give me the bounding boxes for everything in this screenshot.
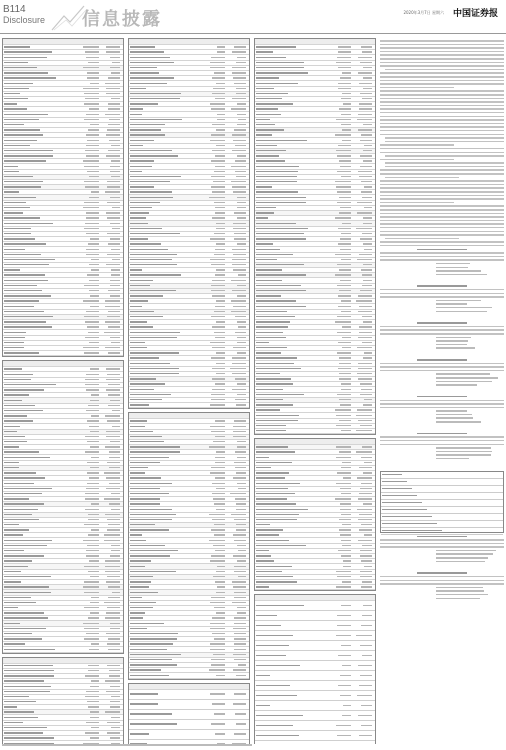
text-line xyxy=(380,94,504,96)
column-4 xyxy=(380,38,504,744)
table-row xyxy=(255,701,375,711)
text-line xyxy=(380,198,504,200)
form-row xyxy=(381,472,503,479)
footer-note xyxy=(2,744,252,746)
signature-line xyxy=(436,340,468,342)
text-line xyxy=(380,245,504,247)
signature-line xyxy=(436,557,488,559)
text-line xyxy=(380,126,504,128)
table-row xyxy=(129,730,249,740)
signature-line xyxy=(436,270,482,272)
table-row xyxy=(255,731,375,741)
column-2 xyxy=(128,38,250,744)
financial-table-3 xyxy=(2,657,124,744)
text-line xyxy=(380,98,504,100)
table-row xyxy=(255,651,375,661)
text-line xyxy=(380,256,504,258)
text-line xyxy=(380,366,504,368)
table-row xyxy=(255,429,375,434)
text-line xyxy=(380,187,504,189)
signature-line xyxy=(436,414,472,416)
table-row xyxy=(255,741,375,744)
signature-line xyxy=(436,598,481,600)
column-3 xyxy=(254,38,376,744)
form-row xyxy=(381,500,503,507)
signature-line xyxy=(436,458,469,460)
text-line xyxy=(380,112,504,114)
text-line xyxy=(380,152,504,154)
table-row xyxy=(129,720,249,730)
notice-heading-line xyxy=(417,396,467,398)
text-line xyxy=(380,65,504,67)
text-line xyxy=(380,205,504,207)
text-line xyxy=(380,83,504,85)
table-row xyxy=(3,647,123,652)
text-line xyxy=(380,173,504,175)
notice-heading-line xyxy=(417,536,467,538)
table-row xyxy=(255,611,375,621)
text-line xyxy=(380,184,504,186)
text-line xyxy=(385,69,504,71)
closing-signatures xyxy=(380,536,504,608)
signature-line xyxy=(436,410,467,412)
signature-line xyxy=(436,274,487,276)
text-line xyxy=(380,293,504,295)
text-line xyxy=(380,444,504,446)
text-line xyxy=(385,141,504,143)
text-line xyxy=(380,223,504,225)
text-line xyxy=(380,159,454,161)
signature-line xyxy=(436,307,492,309)
text-line xyxy=(380,72,504,74)
signature-line xyxy=(436,421,481,423)
text-line xyxy=(380,87,454,89)
table-row xyxy=(129,690,249,700)
signature-line xyxy=(436,590,484,592)
signature-line xyxy=(436,300,481,302)
text-line xyxy=(380,370,504,372)
proxy-form xyxy=(380,471,504,533)
table-row xyxy=(129,403,249,408)
text-line xyxy=(380,180,504,182)
signature-line xyxy=(436,417,473,419)
text-line xyxy=(380,583,504,585)
form-row xyxy=(381,486,503,493)
text-line xyxy=(380,289,504,291)
text-line xyxy=(385,162,504,164)
signature-line xyxy=(436,344,467,346)
financial-table-7 xyxy=(128,412,250,679)
text-line xyxy=(380,148,504,150)
table-row xyxy=(129,700,249,710)
text-line xyxy=(380,543,504,545)
text-line xyxy=(380,130,504,132)
financial-table-8 xyxy=(128,683,250,745)
table-row xyxy=(255,641,375,651)
section-title: 信息披露 xyxy=(82,9,162,30)
table-row xyxy=(255,631,375,641)
financial-table-9 xyxy=(254,38,376,435)
table-row xyxy=(129,710,249,720)
table-row xyxy=(255,711,375,721)
signature-line xyxy=(436,384,477,386)
text-line xyxy=(380,54,504,56)
text-line xyxy=(380,234,504,236)
text-line xyxy=(380,209,504,211)
text-line xyxy=(385,155,504,157)
text-line xyxy=(380,227,504,229)
text-line xyxy=(380,105,504,107)
table-row xyxy=(3,351,123,356)
text-line xyxy=(380,195,504,197)
text-line xyxy=(380,252,504,254)
signature-line xyxy=(436,550,496,552)
text-line xyxy=(380,241,504,243)
text-line xyxy=(380,329,504,331)
newspaper-logo: 中国证券报 xyxy=(452,9,498,19)
text-line xyxy=(380,62,504,64)
signature-line xyxy=(436,347,475,349)
signature-line xyxy=(436,263,470,265)
table-row xyxy=(255,601,375,611)
text-line xyxy=(385,238,459,240)
text-line xyxy=(380,47,504,49)
signature-line xyxy=(436,451,492,453)
issue-date: 2020年3月7日 星期六 xyxy=(403,10,444,15)
text-line xyxy=(380,119,504,121)
text-line xyxy=(380,202,454,204)
signature-line xyxy=(436,267,469,269)
text-line xyxy=(380,144,454,146)
page-header xyxy=(0,0,506,34)
page-number: B114 xyxy=(3,4,26,15)
text-line xyxy=(380,436,504,438)
text-line xyxy=(380,407,504,409)
table-row xyxy=(129,673,249,678)
text-line xyxy=(380,231,504,233)
table-row xyxy=(255,585,375,590)
text-line xyxy=(380,134,504,136)
text-line xyxy=(380,220,504,222)
text-line xyxy=(380,296,504,298)
text-line xyxy=(380,169,504,171)
financial-table-11 xyxy=(254,594,376,744)
signature-line xyxy=(436,447,491,449)
signature-line xyxy=(436,377,498,379)
text-line xyxy=(380,333,504,335)
announcement-text xyxy=(380,40,504,246)
text-line xyxy=(380,116,504,118)
text-line xyxy=(380,108,504,110)
form-row xyxy=(381,493,503,500)
text-line xyxy=(380,90,504,92)
financial-table-1 xyxy=(2,38,124,357)
text-line xyxy=(380,51,504,53)
signature-line xyxy=(436,311,487,313)
form-row xyxy=(381,528,503,535)
signature-line xyxy=(436,373,490,375)
financial-table-2 xyxy=(2,360,124,653)
notice-heading-line xyxy=(417,572,467,574)
form-row xyxy=(381,521,503,528)
text-line xyxy=(380,216,504,218)
signature-blocks xyxy=(380,249,504,468)
text-line xyxy=(385,137,504,139)
signature-line xyxy=(436,454,491,456)
text-line xyxy=(380,259,504,261)
text-line xyxy=(380,40,504,42)
signature-line xyxy=(436,594,488,596)
notice-heading-line xyxy=(417,322,467,324)
text-line xyxy=(380,400,504,402)
form-row xyxy=(381,514,503,521)
form-row xyxy=(381,479,503,486)
text-line xyxy=(380,539,504,541)
table-row xyxy=(255,681,375,691)
notice-heading-line xyxy=(417,359,467,361)
notice-heading-line xyxy=(417,249,467,251)
signature-line xyxy=(436,337,471,339)
text-line xyxy=(380,58,504,60)
text-line xyxy=(385,177,459,179)
table-row xyxy=(255,691,375,701)
text-line xyxy=(380,80,504,82)
signature-line xyxy=(436,381,492,383)
text-line xyxy=(380,363,504,365)
signature-line xyxy=(436,587,483,589)
table-row xyxy=(255,661,375,671)
signature-line xyxy=(436,303,467,305)
signature-line xyxy=(436,561,485,563)
notice-heading-line xyxy=(417,433,467,435)
column-1 xyxy=(2,38,124,744)
form-row xyxy=(381,507,503,514)
header-rule xyxy=(0,33,506,34)
text-line xyxy=(380,76,504,78)
text-line xyxy=(380,101,504,103)
financial-table-6 xyxy=(128,38,250,409)
signature-line xyxy=(436,553,493,555)
text-line xyxy=(380,123,504,125)
text-line xyxy=(380,44,504,46)
text-line xyxy=(380,440,504,442)
financial-table-10 xyxy=(254,438,376,591)
table-row xyxy=(255,671,375,681)
text-line xyxy=(380,403,504,405)
section-english: Disclosure xyxy=(3,15,46,25)
text-line xyxy=(380,326,504,328)
table-row xyxy=(255,721,375,731)
text-line xyxy=(380,576,504,578)
text-line xyxy=(380,213,504,215)
text-line xyxy=(380,546,504,548)
text-line xyxy=(380,191,504,193)
text-line xyxy=(380,580,504,582)
table-row xyxy=(255,621,375,631)
text-line xyxy=(385,166,504,168)
notice-heading-line xyxy=(417,285,467,287)
